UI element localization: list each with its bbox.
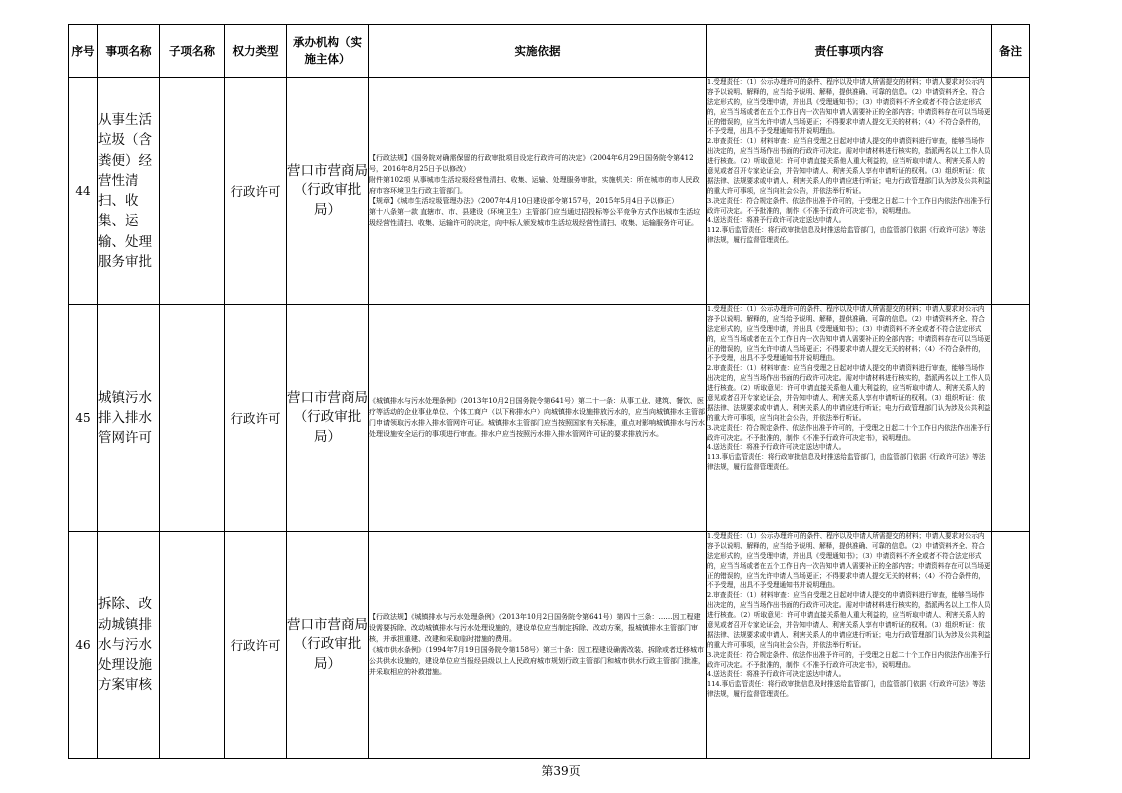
basis-paragraph: 《城镇排水与污水处理条例》（2013年10月2日国务院令第641号）第二十一条：从事工业、建筑、餐饮、医疗等活动的企业事业单位、个体工商户（以下称排水户）向城镇排水设施排放污水的，应当向城镇排水主管部门申请领取污水排入排水管网许可证。城镇排水主管部门应当按照国家有关标准，重点对影响城镇排水与污水处理设施安全运行的事项进行审查。排水户应当按照污水排入排水管网许可证的要求排放污水。 xyxy=(369,397,705,438)
duty-paragraph: 1.受理责任：（1）公示办理许可的条件、程序以及申请人所需提交的材料；申请人要求对公示内容予以说明、解释的，应当给予说明、解释，提供准确、可靠的信息。（2）申请资料齐全、符合法定形式的，应当受理申请，并出具《受理通知书》；（3）申请资料不齐全或者不符合法定形式的，应当当场或者在五个工作日内一次告知申请人需要补正的全部内容；申请资料存在可以当场更正的错误的，应当允许申请人当场更正；不得要求申请人提交无关的材料；（4）不符合条件的，不予受理，出具不予受理通知书并说明理由。 xyxy=(707,532,991,590)
row-remark xyxy=(992,532,1030,759)
basis-paragraph: 附件第102项 从事城市生活垃圾经营性清扫、收集、运输、处理服务审批，实施机关：所在城市的市人民政府市容环境卫生行政主管部门。 xyxy=(369,175,700,195)
duty-paragraph: 1.受理责任：（1）公示办理许可的条件、程序以及申请人所需提交的材料；申请人要求对公示内容予以说明、解释的，应当给予说明、解释，提供准确、可靠的信息。（2）申请资料齐全、符合法定形式的，应当受理申请，并出具《受理通知书》；（3）申请资料不齐全或者不符合法定形式的，应当当场或者在五个工作日内一次告知申请人需要补正的全部内容；申请资料存在可以当场更正的错误的，应当允许申请人当场更正；不得要求申请人提交无关的材料；（4）不符合条件的，不予受理，出具不予受理通知书并说明理由。 xyxy=(707,305,991,363)
row-remark xyxy=(992,78,1030,305)
row-basis xyxy=(369,78,707,305)
table-row xyxy=(69,532,1030,759)
basis-paragraph: 【行政法规】《国务院对确需保留的行政审批项目设定行政许可的决定》（2004年6月29日国务院令第412号，2016年8月25日予以修改） xyxy=(369,154,694,173)
header-basis: 实施依据 xyxy=(369,25,707,78)
row-item-name xyxy=(98,78,160,305)
item-name-text: 城镇污水排入排水管网许可 xyxy=(98,389,152,447)
duty-paragraph: 4.送达责任：将准予行政许可决定送达申请人。 xyxy=(707,670,846,679)
duty-paragraph: 1.受理责任：（1）公示办理许可的条件、程序以及申请人所需提交的材料；申请人要求对公示内容予以说明、解释的，应当给予说明、解释，提供准确、可靠的信息。（2）申请资料齐全、符合法定形式的，应当受理申请，并出具《受理通知书》；（3）申请资料不齐全或者不符合法定形式的，应当当场或者在五个工作日内一次告知申请人需要补正的全部内容；申请资料存在可以当场更正的错误的，应当允许申请人当场更正；不得要求申请人提交无关的材料；（4）不符合条件的，不予受理，出具不予受理通知书并说明理由。 xyxy=(707,78,991,136)
page-number: 第39页 xyxy=(541,764,581,778)
row-sub-item xyxy=(160,78,225,305)
table-row xyxy=(69,78,1030,305)
duty-paragraph: 2.审查责任：（1）材料审查：应当自受理之日起对申请人提交的申请资料进行审查，能够当场作出决定的，应当当场作出书面的行政许可决定。需对申请材料进行核实的，指派两名以上工作人员进行核查。（2）听取意见：许可申请直接关系他人重大利益的，应当听取申请人、利害关系人的意见或者召开专家论证会，并告知申请人、利害关系人享有申请听证的权利。（3）组织听证：依据法律、法规要求或申请人、利害关系人的申请应进行听证；电力行政管理部门认为涉及公共利益的重大许可事项，应当向社会公告，并依法举行听证。 xyxy=(707,364,991,422)
row-remark xyxy=(992,305,1030,532)
row-organization: 营口市营商局（行政审批局） xyxy=(287,305,369,532)
row-basis xyxy=(369,305,707,532)
header-index: 序号 xyxy=(69,25,98,78)
row-duty xyxy=(707,305,992,532)
row-basis xyxy=(369,532,707,759)
row-power-type: 行政许可 xyxy=(225,305,287,532)
duty-paragraph: 2.审查责任：（1）材料审查：应当自受理之日起对申请人提交的申请资料进行审查，能够当场作出决定的，应当当场作出书面的行政许可决定。需对申请材料进行核实的，指派两名以上工作人员进行核查。（2）听取意见：许可申请直接关系他人重大利益的，应当听取申请人、利害关系人的意见或者召开专家论证会，并告知申请人、利害关系人享有申请听证的权利。（3）组织听证：依据法律、法规要求或申请人、利害关系人的申请应进行听证；电力行政管理部门认为涉及公共利益的重大许可事项，应当向社会公告，并依法举行听证。 xyxy=(707,591,991,649)
basis-paragraph: 【规章】《城市生活垃圾管理办法》（2007年4月10日建设部令第157号，2015年5月4日予以修正） xyxy=(369,197,679,206)
row-index: 45 xyxy=(69,305,98,532)
row-organization: 营口市营商局（行政审批局） xyxy=(287,532,369,759)
duty-paragraph: 112.事后监管责任：将行政审批信息及时推送给监管部门，由监管部门依据《行政许可法》等法律法规，履行监督管理责任。 xyxy=(707,226,986,245)
row-item-name xyxy=(98,532,160,759)
row-sub-item xyxy=(160,532,225,759)
duty-paragraph: 2.审查责任：（1）材料审查：应当自受理之日起对申请人提交的申请资料进行审查，能够当场作出决定的，应当当场作出书面的行政许可决定。需对申请材料进行核实的，指派两名以上工作人员进行核查。（2）听取意见：许可申请直接关系他人重大利益的，应当听取申请人、利害关系人的意见或者召开专家论证会，并告知申请人、利害关系人享有申请听证的权利。（3）组织听证：依据法律、法规要求或申请人、利害关系人的申请应进行听证；电力行政管理部门认为涉及公共利益的重大许可事项，应当向社会公告，并依法举行听证。 xyxy=(707,137,991,195)
header-duty: 责任事项内容 xyxy=(707,25,992,78)
row-sub-item xyxy=(160,305,225,532)
row-power-type: 行政许可 xyxy=(225,78,287,305)
row-duty xyxy=(707,78,992,305)
row-index: 44 xyxy=(69,78,98,305)
duty-paragraph: 4.送达责任：将准予行政许可决定送达申请人。 xyxy=(707,216,846,225)
row-organization: 营口市营商局（行政审批局） xyxy=(287,78,369,305)
duty-paragraph: 3.决定责任：符合规定条件、依法作出准予许可的，于受理之日起二十个工作日内依法作出准予行政许可决定。不予批准的，制作《不准予行政许可决定书》，说明理由。 xyxy=(707,650,991,669)
item-name-text: 拆除、改动城镇排水与污水处理设施方案审核 xyxy=(98,596,152,694)
table-header-row xyxy=(69,25,1030,78)
duty-paragraph: 3.决定责任：符合规定条件、依法作出准予许可的，于受理之日起二十个工作日内依法作出准予行政许可决定。不予批准的，制作《不准予行政许可决定书》，说明理由。 xyxy=(707,196,991,215)
duty-paragraph: 113.事后监管责任：将行政审批信息及时推送给监管部门，由监管部门依据《行政许可法》等法律法规，履行监督管理责任。 xyxy=(707,453,986,472)
power-list-table xyxy=(68,24,1030,759)
basis-paragraph: 《城市供水条例》（1994年7月19日国务院令第158号）第三十条：因工程建设确需改装、拆除或者迁移城市公共供水设施的，建设单位应当报经县级以上人民政府城市规划行政主管部门和城市供水行政主管部门批准，并采取相应的补救措施。 xyxy=(369,646,705,676)
header-organization: 承办机构（实施主体） xyxy=(287,25,369,78)
row-item-name xyxy=(98,305,160,532)
basis-paragraph: 【行政法规】《城镇排水与污水处理条例》（2013年10月2日国务院令第641号）第四十三条：……因工程建设需要拆除、改动城镇排水与污水处理设施的，建设单位应当制定拆除、改动方案，报城镇排水主管部门审核，并承担重建、改建和采取临时措施的费用。 xyxy=(369,613,701,644)
duty-paragraph: 114.事后监管责任：将行政审批信息及时推送给监管部门，由监管部门依据《行政许可法》等法律法规，履行监督管理责任。 xyxy=(707,680,986,699)
row-duty xyxy=(707,532,992,759)
header-remark: 备注 xyxy=(992,25,1030,78)
basis-paragraph: 第十八条第一款 直辖市、市、县建设（环境卫生）主管部门应当通过招投标等公平竞争方式作出城市生活垃圾经营性清扫、收集、运输许可的决定，向中标人颁发城市生活垃圾经营性清扫、收集、运输服务许可证。 xyxy=(369,208,701,228)
duty-paragraph: 3.决定责任：符合规定条件、依法作出准予许可的，于受理之日起二十个工作日内依法作出准予行政许可决定。不予批准的，制作《不准予行政许可决定书》，说明理由。 xyxy=(707,423,991,442)
header-sub-item: 子项名称 xyxy=(160,25,225,78)
header-item-name: 事项名称 xyxy=(98,25,160,78)
header-power-type: 权力类型 xyxy=(225,25,287,78)
row-power-type: 行政许可 xyxy=(225,532,287,759)
duty-paragraph: 4.送达责任：将准予行政许可决定送达申请人。 xyxy=(707,443,846,452)
row-index: 46 xyxy=(69,532,98,759)
item-name-text: 从事生活垃圾（含粪便）经营性清扫、收集、运输、处理服务审批 xyxy=(98,112,152,270)
table-row xyxy=(69,305,1030,532)
